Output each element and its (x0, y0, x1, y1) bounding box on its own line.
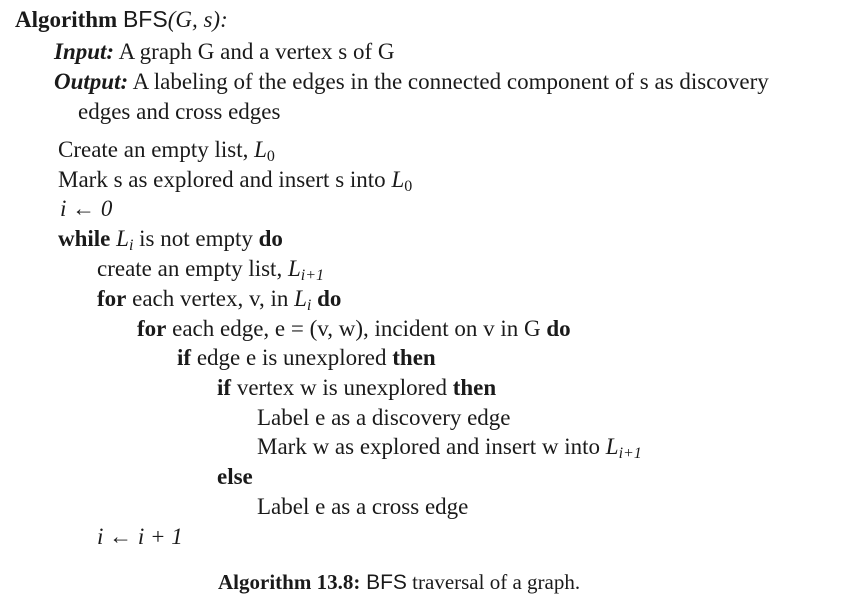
if-vertex-text: vertex w is unexplored (231, 375, 453, 400)
label-cross-line: Label e as a cross edge (257, 494, 469, 519)
label-discovery-line: Label e as a discovery edge (257, 405, 511, 430)
while-sub: i (128, 237, 134, 254)
algorithm-name: BFS (122, 6, 168, 32)
mark-s-var: L (391, 167, 405, 192)
create-list-sub: 0 (266, 148, 275, 165)
mark-w-var: L (605, 434, 619, 459)
while-text: is not empty (133, 226, 253, 251)
mark-w-line (257, 433, 642, 461)
init-i-line: i ← 0 (60, 196, 113, 221)
while-var: L (116, 226, 129, 251)
output-line-2 (78, 98, 280, 126)
if-vertex-then-keyword: then (452, 375, 497, 400)
output-line (54, 68, 769, 96)
if-vertex-keyword: if (217, 375, 232, 400)
for-edge-text: each edge, e = (v, w), incident on v in G (166, 316, 547, 341)
create-next-sub: i+1 (300, 267, 324, 284)
caption-text: traversal of a graph. (406, 570, 581, 594)
algorithm-keyword: Algorithm (15, 7, 118, 32)
input-text: A graph G and a vertex s of G (118, 39, 395, 64)
while-do-keyword: do (258, 226, 283, 251)
caption-label: Algorithm 13.8: (218, 570, 361, 594)
create-next-list-line (97, 255, 324, 283)
mark-w-text: Mark w as explored and insert w into (257, 434, 606, 459)
algorithm-params: (G, s): (167, 7, 228, 32)
increment-i-line: i ← i + 1 (97, 524, 183, 549)
for-each-edge-line (137, 315, 571, 343)
if-edge-text: edge e is unexplored (191, 345, 393, 370)
output-label: Output: (54, 69, 129, 94)
create-list-var: L (254, 137, 267, 162)
if-edge-unexplored-line (177, 344, 436, 372)
input-line (54, 38, 395, 66)
caption-name: BFS (366, 571, 407, 594)
else-line: else (217, 464, 253, 489)
for-vertex-var: L (294, 286, 307, 311)
for-vertex-keyword: for (97, 286, 127, 311)
input-label: Input: (54, 39, 115, 64)
for-edge-keyword: for (137, 316, 167, 341)
mark-s-sub: 0 (404, 178, 413, 195)
for-vertex-sub: i (306, 297, 312, 314)
for-edge-do-keyword: do (546, 316, 571, 341)
output-text-line2: edges and cross edges (78, 99, 281, 124)
if-vertex-unexplored-line (217, 374, 496, 402)
output-text-line1: A labeling of the edges in the connected component of s as discovery (132, 69, 769, 94)
mark-w-sub: i+1 (618, 445, 642, 462)
if-edge-keyword: if (177, 345, 192, 370)
algorithm-header (15, 5, 228, 34)
mark-s-line (58, 166, 412, 194)
mark-s-text: Mark s as explored and insert s into (58, 167, 392, 192)
create-list-text: Create an empty list, (58, 137, 255, 162)
create-next-text: create an empty list, (97, 256, 288, 281)
create-next-var: L (287, 256, 301, 281)
while-line (58, 225, 283, 253)
for-each-vertex-line (97, 285, 341, 313)
while-keyword: while (58, 226, 111, 251)
if-edge-then-keyword: then (392, 345, 436, 370)
algorithm-caption (218, 568, 580, 597)
for-vertex-do-keyword: do (317, 286, 342, 311)
create-list-line (58, 136, 275, 164)
for-vertex-text: each vertex, v, in (126, 286, 295, 311)
